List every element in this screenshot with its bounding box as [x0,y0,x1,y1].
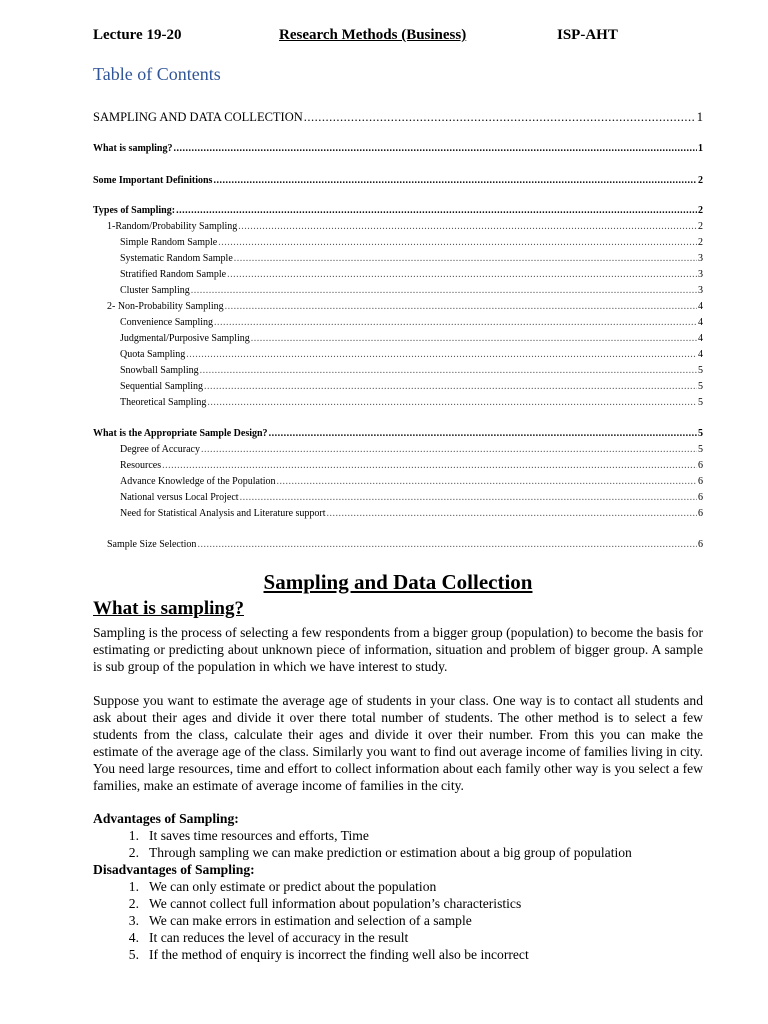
toc-leader-dots [173,143,697,154]
toc-leader-dots [327,508,697,519]
header-lecture: Lecture 19-20 [93,27,182,43]
toc-entry[interactable] [93,381,703,392]
toc-entry[interactable] [93,508,703,519]
toc-entry-page: 6 [698,460,703,471]
list-item-number: 2. [128,896,139,911]
toc-entry-page: 6 [698,476,703,487]
toc-entry[interactable] [93,237,703,248]
toc-entry-text: Systematic Random Sample [120,253,233,264]
toc-entry-text: Snowball Sampling [120,365,199,376]
toc-entry-text: Sample Size Selection [107,539,197,550]
toc-entry[interactable] [93,333,703,344]
page-header [93,27,703,47]
toc-entry-page: 4 [698,317,703,328]
toc-entry-page: 1 [696,110,703,124]
toc-leader-dots [227,269,697,280]
toc-leader-dots [200,365,697,376]
advantages-heading: Advantages of Sampling: [93,811,239,826]
toc-entry-page: 6 [698,539,703,550]
list-item [93,929,529,946]
list-item [93,946,529,963]
toc-entry[interactable] [93,460,703,471]
paragraph-example: Suppose you want to estimate the average age of students in your class. One way is to contact all students and ask about their ages and divide it over there total number of students. The other method is to select a few students from the class, calculate their ages and divide it over their number. From this you can make the estimate of the average age of the class. Similarly you want to find out average income of families living in city. You need large resources, time and effort to collect information about each family other way is you select a few families, make an estimate of average income of families in the city. [93,693,703,793]
list-item-text: We can make errors in estimation and selection of a sample [149,913,472,928]
header-code: ISP-AHT [557,27,618,43]
list-item-text: It can reduces the level of accuracy in the result [149,930,409,945]
toc-entry-page: 1 [698,143,703,154]
toc-entry-text: National versus Local Project [120,492,239,503]
toc-entry[interactable] [93,317,703,328]
toc-entry[interactable] [93,253,703,264]
toc-leader-dots [186,349,697,360]
toc-leader-dots [214,317,697,328]
toc-entry-page: 5 [698,428,703,439]
toc-leader-dots [234,253,697,264]
toc-entry-text: Advance Knowledge of the Population [120,476,276,487]
paragraph-definition: Sampling is the process of selecting a few respondents from a bigger group (population) to become the basis for estimating or predicting about unknown piece of information, situation and problem of bigger group. A sample is sub group of the population in which we have interest to study. [93,625,703,674]
toc-entry-page: 5 [698,365,703,376]
toc-entry-text: Convenience Sampling [120,317,214,328]
list-item-text: If the method of enquiry is incorrect the finding well also be incorrect [149,947,529,962]
toc-leader-dots [191,285,697,296]
toc-entry-text: Simple Random Sample [120,237,218,248]
toc-leader-dots [204,381,697,392]
toc-entry-page: 4 [698,301,703,312]
toc-entry[interactable] [93,143,703,154]
toc-leader-dots [269,428,697,439]
toc-leader-dots [201,444,697,455]
toc-entry-page: 3 [698,269,703,280]
toc-title: Table of Contents [93,64,221,84]
toc-leader-dots [207,397,697,408]
toc-leader-dots [225,301,697,312]
section-title: What is sampling? [93,598,244,619]
toc-entry-page: 2 [698,237,703,248]
toc-entry-text: Some Important Definitions [93,175,213,186]
toc-entry-page: 3 [698,253,703,264]
toc-entry[interactable] [93,539,703,550]
toc-entry[interactable] [93,175,703,186]
toc-entry-text: Quota Sampling [120,349,186,360]
toc-entry-page: 4 [698,333,703,344]
toc-entry-page: 6 [698,508,703,519]
toc-leader-dots [238,221,697,232]
toc-entry-text: Types of Sampling: [93,205,176,216]
toc-entry[interactable] [93,476,703,487]
list-item-number: 1. [128,879,139,894]
toc-leader-dots [277,476,697,487]
toc-entry-text: Sequential Sampling [120,381,204,392]
toc-entry-text: Need for Statistical Analysis and Literature support [120,508,326,519]
toc-entry[interactable] [93,397,703,408]
toc-entry[interactable] [93,365,703,376]
toc-leader-dots [218,237,697,248]
toc-entry-text: SAMPLING AND DATA COLLECTION [93,110,303,124]
list-item-number: 1. [128,828,139,843]
list-item [93,878,529,895]
list-item [93,912,529,929]
list-item-number: 2. [128,845,139,860]
list-item-text: It saves time resources and efforts, Time [149,828,369,843]
toc-entry-page: 5 [698,444,703,455]
list-item [93,895,529,912]
toc-entry-text: 1-Random/Probability Sampling [107,221,238,232]
toc-leader-dots [304,110,696,125]
toc-entry-page: 4 [698,349,703,360]
header-course: Research Methods (Business) [279,27,467,43]
toc-entry-text: Judgmental/Purposive Sampling [120,333,250,344]
toc-entry-page: 3 [698,285,703,296]
toc-entry-text: Cluster Sampling [120,285,190,296]
list-item-number: 5. [128,947,139,962]
disadvantages-list [93,878,529,963]
list-item-number: 3. [128,913,139,928]
toc-leader-dots [251,333,697,344]
document-title: Sampling and Data Collection [263,570,533,594]
toc-entry-text: What is sampling? [93,143,173,154]
disadvantages-heading: Disadvantages of Sampling: [93,862,255,877]
toc-entry-text: 2- Non-Probability Sampling [107,301,224,312]
list-item-text: We cannot collect full information about population’s characteristics [149,896,522,911]
list-item-text: Through sampling we can make prediction or estimation about a big group of population [149,845,632,860]
toc-entry-page: 5 [698,381,703,392]
list-item [93,827,632,844]
toc-leader-dots [197,539,697,550]
toc-entry-page: 2 [698,175,703,186]
toc-entry-text: What is the Appropriate Sample Design? [93,428,268,439]
toc-entry[interactable] [93,349,703,360]
toc-entry[interactable] [93,492,703,503]
list-item-text: We can only estimate or predict about the population [149,879,437,894]
toc-entry[interactable] [93,285,703,296]
toc-entry[interactable] [93,428,703,439]
list-item-number: 4. [128,930,139,945]
toc-entry-page: 6 [698,492,703,503]
toc-entry[interactable] [93,301,703,312]
list-item [93,844,632,861]
toc-leader-dots [240,492,697,503]
toc-entry-text: Stratified Random Sample [120,269,227,280]
toc-entry[interactable] [93,221,703,232]
toc-entry-text: Degree of Accuracy [120,444,200,455]
toc-leader-dots [176,205,697,216]
toc-entry-page: 5 [698,397,703,408]
toc-entry-page: 2 [698,221,703,232]
toc-entry[interactable] [93,110,703,125]
toc-entry-text: Resources [120,460,162,471]
toc-leader-dots [213,175,697,186]
toc-entry-page: 2 [698,205,703,216]
toc-entry[interactable] [93,269,703,280]
toc-entry-text: Theoretical Sampling [120,397,207,408]
toc-leader-dots [162,460,697,471]
toc-entry[interactable] [93,444,703,455]
toc-entry[interactable] [93,205,703,216]
advantages-list [93,827,632,861]
